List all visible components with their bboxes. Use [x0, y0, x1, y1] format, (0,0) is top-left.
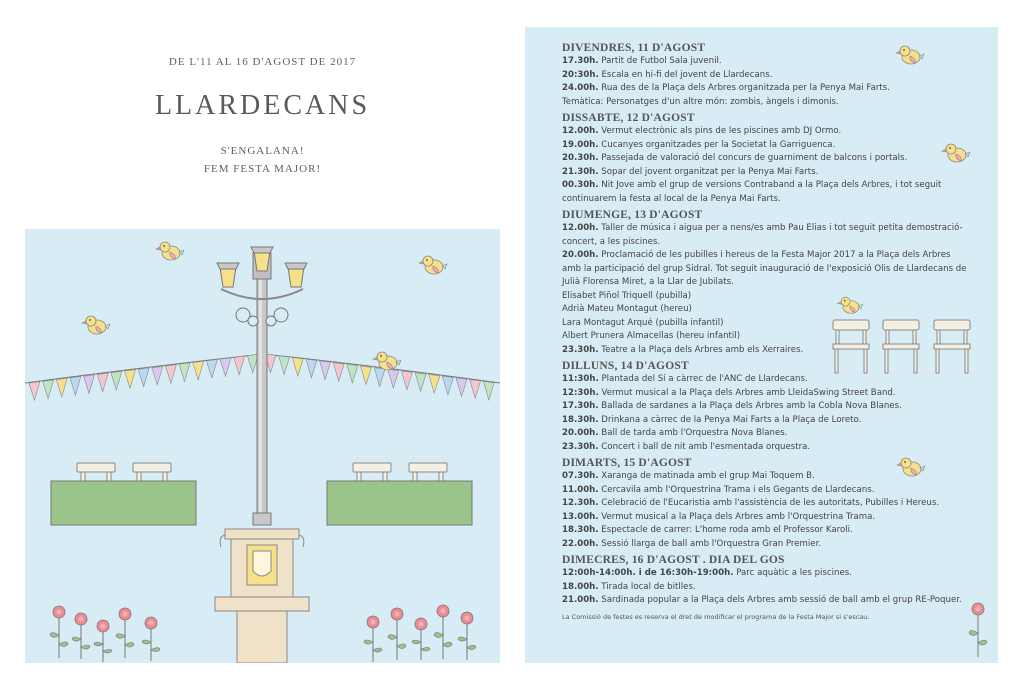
event-time: 20.00h.: [562, 428, 599, 438]
event-text: Vermut electrònic als pins de les piscines amb DJ Ormo.: [598, 126, 842, 136]
event-item: [562, 152, 972, 166]
event-item: [562, 441, 972, 455]
event-time: 23.30h.: [562, 441, 599, 452]
event-time: 17.30h.: [562, 401, 599, 411]
event-item: [562, 96, 972, 110]
event-text: Passejada de valoració del concurs de guarniment de balcons i portals.: [598, 153, 908, 163]
event-time: 24.00h.: [562, 83, 599, 93]
day-heading: DIMECRES, 16 D'AGOST . DIA DEL GOS: [562, 554, 785, 566]
event-item: [562, 82, 972, 96]
event-item: [562, 538, 972, 552]
event-text: Ballada de sardanes a la Plaça dels Arbres amb la Cobla Nova Blanes.: [598, 401, 902, 411]
event-time: 18.30h.: [562, 414, 599, 425]
event-text: Elisabet Piñol Triquell (pubilla): [562, 290, 692, 301]
event-text: Celebració de l'Eucaristia amb l'assistència de les autoritats, Pubilles i Hereus.: [598, 498, 940, 508]
event-text: Concert i ball de nit amb l'esmentada orquestra.: [598, 441, 811, 452]
event-item: [562, 344, 972, 358]
festival-dates: DE L'11 AL 16 D'AGOST DE 2017: [168, 56, 357, 68]
event-time: 12.00h.: [562, 223, 599, 233]
slogan-line-1: S'ENGALANA!: [220, 145, 305, 157]
event-time: 07.30h.: [562, 471, 599, 481]
event-item: [562, 69, 972, 83]
event-text: Temàtica: Personatges d'un altre món: zombis, àngels i dimonis.: [562, 96, 839, 107]
event-item: [562, 484, 972, 498]
event-item: [562, 373, 972, 387]
poster-header: [25, 40, 500, 178]
event-item: [562, 567, 972, 581]
event-item: [562, 179, 972, 206]
event-time: 18.00h.: [562, 581, 599, 592]
event-text: Sessió llarga de ball amb l'Orquestra Gran Premier.: [598, 538, 822, 549]
day-heading: DISSABTE, 12 D'AGOST: [562, 112, 695, 124]
event-text: Tirada local de bitlles.: [598, 581, 696, 592]
event-time: 00.30h.: [562, 180, 599, 190]
event-text: Cercavila amb l'Orquestrina Trama i els Gegants de Llardecans.: [598, 484, 875, 495]
event-item: [562, 497, 972, 511]
event-item: [562, 330, 972, 344]
event-item: [562, 222, 972, 249]
event-item: [562, 166, 972, 180]
event-text: Rua des de la Plaça dels Arbres organitzada per la Penya Mai Farts.: [598, 83, 890, 93]
day-heading: DIUMENGE, 13 D'AGOST: [562, 209, 703, 221]
event-item: [562, 414, 972, 428]
event-time: 12:00h-14:00h. i de 16:30h-19:00h.: [562, 568, 734, 578]
event-item: [562, 594, 972, 608]
event-time: 12.00h.: [562, 126, 599, 136]
event-text: Xaranga de matinada amb el grup Mai Toquem B.: [598, 471, 815, 481]
event-text: Vermut musical a la Plaça dels Arbres amb l'Orquestrina Trama.: [598, 511, 876, 522]
event-text: Parc aquàtic a les piscines.: [733, 568, 852, 578]
event-time: 20.00h.: [562, 250, 599, 260]
slogan-line-2: FEM FESTA MAJOR!: [203, 163, 322, 175]
event-text: Vermut musical a la Plaça dels Arbres amb LleidaSwing Street Band.: [598, 387, 896, 398]
event-time: 23.30h.: [562, 344, 599, 355]
event-item: [562, 581, 972, 595]
event-time: 20:30h.: [562, 69, 599, 80]
event-time: 11:30h.: [562, 374, 599, 384]
event-item: [562, 290, 972, 304]
event-text: Escala en hi-fi del jovent de Llardecans.: [598, 69, 773, 80]
event-text: Drinkana a càrrec de la Penya Mai Farts a la Plaça de Loreto.: [598, 414, 862, 425]
fountain-icon: [215, 529, 309, 663]
event-text: Espectacle de carrer: L'home roda amb el Professor Karoli.: [598, 525, 853, 535]
event-text: Adrià Mateu Montagut (hereu): [562, 304, 692, 314]
event-time: 12.30h.: [562, 498, 599, 508]
event-text: Albert Prunera Almacellas (hereu infantil): [562, 331, 741, 341]
event-text: Taller de música i aigua per a nens/es amb Pau Elias i tot seguit petita demostració-concert, a les piscines.: [562, 223, 963, 247]
program-list: [562, 39, 972, 621]
event-time: 17.30h.: [562, 56, 599, 66]
program-panel: [525, 27, 998, 663]
event-item: [562, 55, 972, 69]
event-time: 21.30h.: [562, 166, 599, 177]
event-text: Nit Jove amb el grup de versions Contraband a la Plaça dels Arbres, i tot seguit continuarem la festa al local de la Penya Mai Farts.: [562, 180, 942, 204]
plaza-illustration: [25, 229, 500, 663]
slogan: [25, 142, 500, 178]
footnote: La Comissió de festes es reserva el dret de modificar el programa de la Festa Major si s'escau.: [562, 612, 870, 621]
event-item: [562, 400, 972, 414]
event-item: [562, 524, 972, 538]
day-heading: DILLUNS, 14 D'AGOST: [562, 360, 689, 372]
event-text: Lara Montagut Arqué (pubilla infantil): [562, 317, 724, 328]
streetlamp-icon: [217, 247, 307, 525]
event-time: 22.00h.: [562, 538, 599, 549]
event-item: [562, 125, 972, 139]
event-item: [562, 387, 972, 401]
day-heading: DIMARTS, 15 D'AGOST: [562, 457, 692, 469]
event-text: Sardinada popular a la Plaça dels Arbres amb sessió de ball amb el grup RE-Poquer.: [598, 595, 962, 605]
event-item: [562, 249, 972, 290]
event-text: Plantada del Sí a càrrec de l'ANC de Llardecans.: [598, 374, 808, 384]
event-text: Teatre a la Plaça dels Arbres amb els Xerraires.: [598, 344, 804, 355]
event-time: 12:30h.: [562, 387, 599, 398]
event-time: 18.30h.: [562, 525, 599, 535]
event-item: [562, 427, 972, 441]
day-heading: DIVENDRES, 11 D'AGOST: [562, 42, 706, 54]
plaza-scene: [25, 229, 500, 663]
event-text: Cucanyes organitzades per la Societat la Garriguenca.: [598, 139, 836, 150]
town-title: LLARDECANS: [154, 90, 371, 121]
event-item: [562, 511, 972, 525]
event-item: [562, 139, 972, 153]
event-time: 11.00h.: [562, 484, 599, 495]
event-item: [562, 303, 972, 317]
event-text: Sopar del jovent organitzat per la Penya Mai Farts.: [598, 166, 819, 177]
event-time: 13.00h.: [562, 511, 599, 522]
event-time: 21.00h.: [562, 595, 599, 605]
event-text: Proclamació de les pubilles i hereus de la Festa Major 2017 a la Plaça dels Arbres amb la participació del grup Sidral. Tot seguit inauguració de l'exposició Olis de Llardecans de Julià Florensa Miret, a la Llar de Jubilats.: [562, 250, 967, 287]
event-item: [562, 470, 972, 484]
event-text: Ball de tarda amb l'Orquestra Nova Blanes.: [598, 428, 788, 438]
event-item: [562, 317, 972, 331]
event-time: 20.30h.: [562, 153, 599, 163]
event-text: Partit de Futbol Sala juvenil.: [598, 56, 722, 66]
event-time: 19.00h.: [562, 139, 599, 150]
